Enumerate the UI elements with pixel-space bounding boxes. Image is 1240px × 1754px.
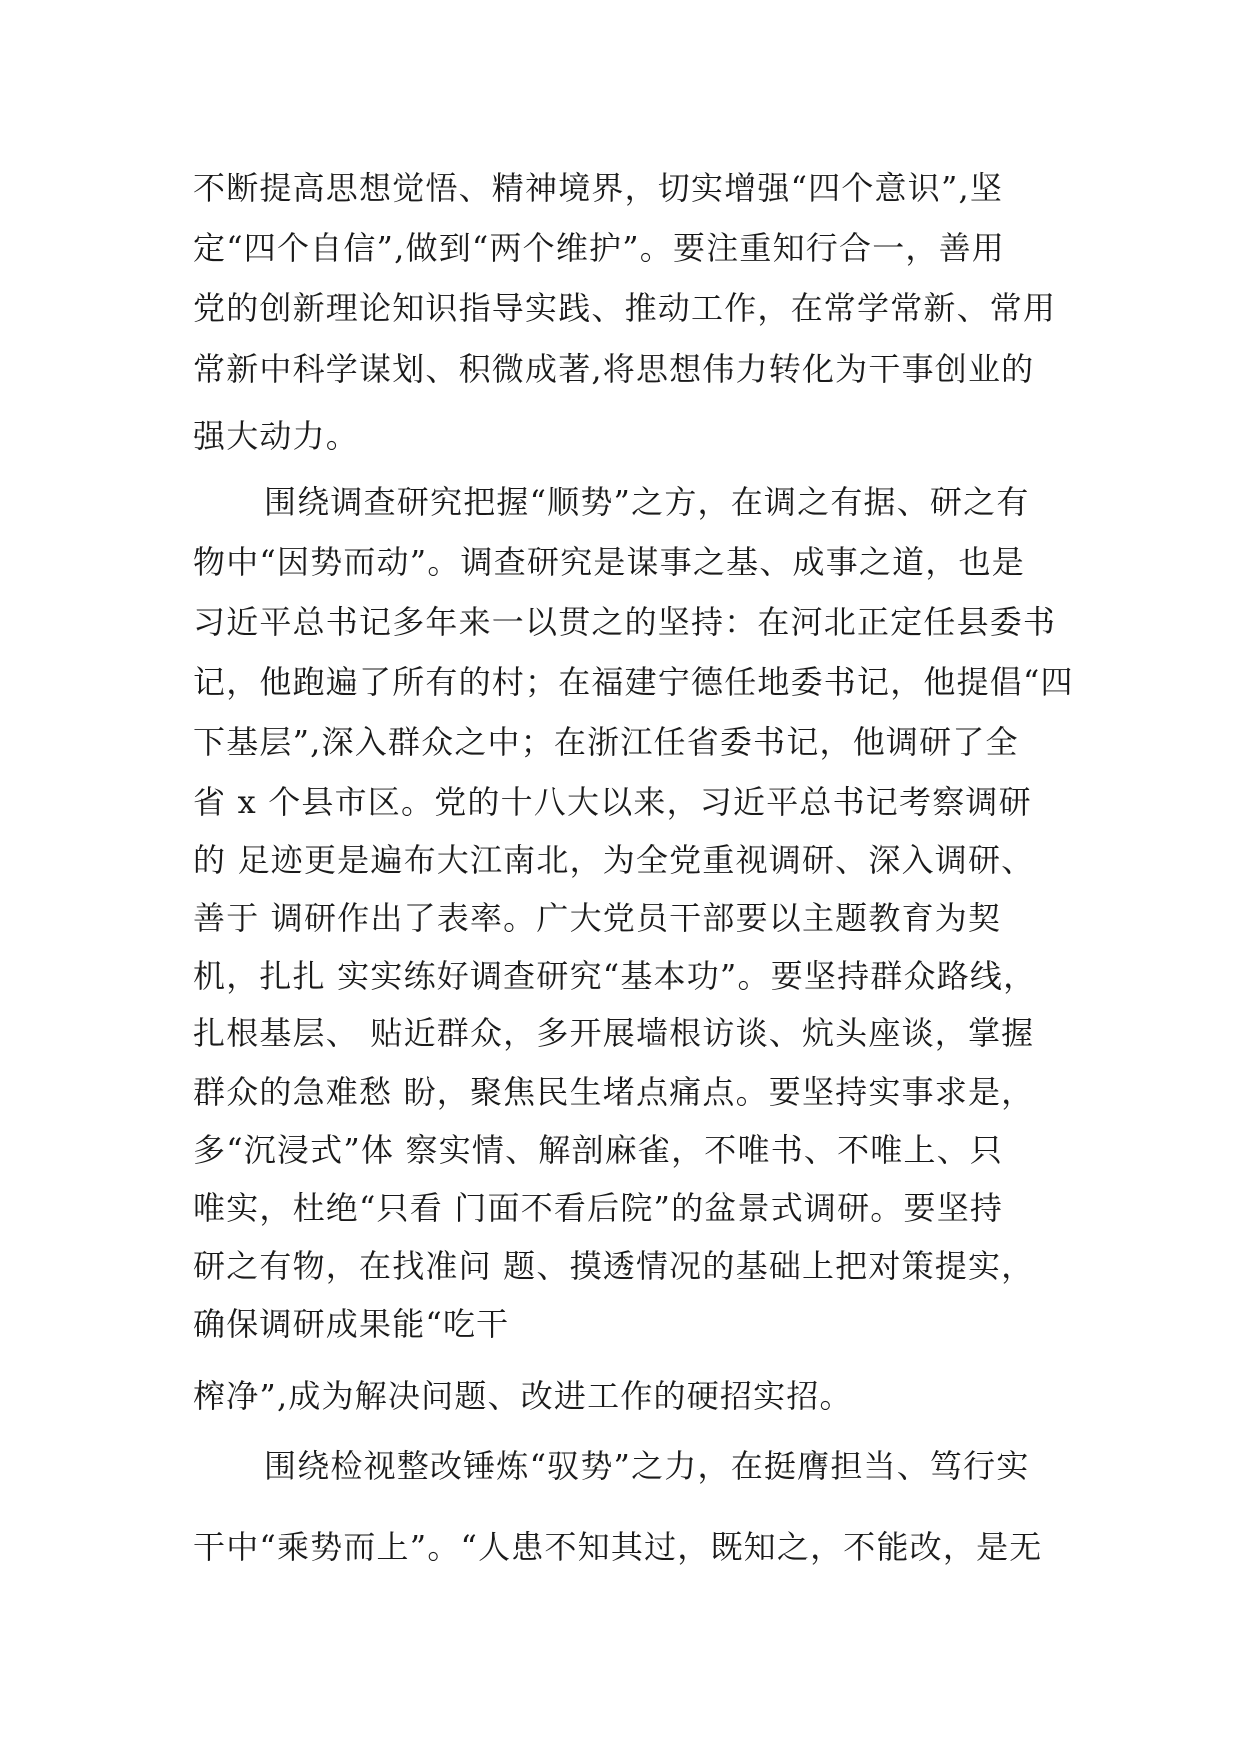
text-line: 群众的急难愁 盼，聚焦民生堵点痛点。要坚持实事求是， <box>193 1073 1035 1111</box>
text-line: 记，他跑遍了所有的村；在福建宁德任地委书记，他提倡“四 <box>193 663 1074 701</box>
text-line: 常新中科学谋划、积微成著,将思想伟力转化为干事创业的 <box>193 350 1035 388</box>
text-line: 善于 调研作出了表率。广大党员干部要以主题教育为契 <box>193 899 1002 937</box>
text-line: 干中“乘势而上”。“人患不知其过，既知之，不能改，是无 <box>193 1528 1043 1566</box>
text-line: 确保调研成果能“吃干 <box>193 1305 510 1343</box>
text-line: 不断提高思想觉悟、精神境界，切实增强“四个意识”,坚 <box>193 169 1004 207</box>
text-line: 围绕调查研究把握“顺势”之方，在调之有据、研之有 <box>264 483 1030 521</box>
text-line: 定“四个自信”,做到“两个维护”。要注重知行合一，善用 <box>193 229 1006 267</box>
text-line: 多“沉浸式”体 察实情、解剖麻雀，不唯书、不唯上、只 <box>193 1131 1004 1169</box>
text-line: 榨净”,成为解决问题、改进工作的硬招实招。 <box>193 1377 853 1415</box>
text-line: 研之有物，在找准问 题、摸透情况的基础上把对策提实， <box>193 1247 1035 1285</box>
text-line: 下基层”,深入群众之中；在浙江任省委书记，他调研了全 <box>193 723 1019 761</box>
text-line: 围绕检视整改锤炼“驭势”之力，在挺膺担当、笃行实 <box>264 1447 1030 1485</box>
text-line: 强大动力。 <box>193 417 360 455</box>
text-line: 机，扎扎 实实练好调查研究“基本功”。要坚持群众路线， <box>193 957 1037 995</box>
text-line: 党的创新理论知识指导实践、推动工作，在常学常新、常用 <box>193 289 1057 327</box>
text-line: 习近平总书记多年来一以贯之的坚持：在河北正定任县委书 <box>193 603 1057 641</box>
text-line: 的 足迹更是遍布大江南北，为全党重视调研、深入调研、 <box>193 841 1035 879</box>
text-line: 省 x 个县市区。党的十八大以来，习近平总书记考察调研 <box>193 783 1032 821</box>
text-line: 物中“因势而动”。调查研究是谋事之基、成事之道，也是 <box>193 543 1025 581</box>
text-line: 唯实，杜绝“只看 门面不看后院”的盆景式调研。要坚持 <box>193 1189 1004 1227</box>
text-line: 扎根基层、 贴近群众，多开展墙根访谈、炕头座谈，掌握 <box>193 1014 1035 1052</box>
